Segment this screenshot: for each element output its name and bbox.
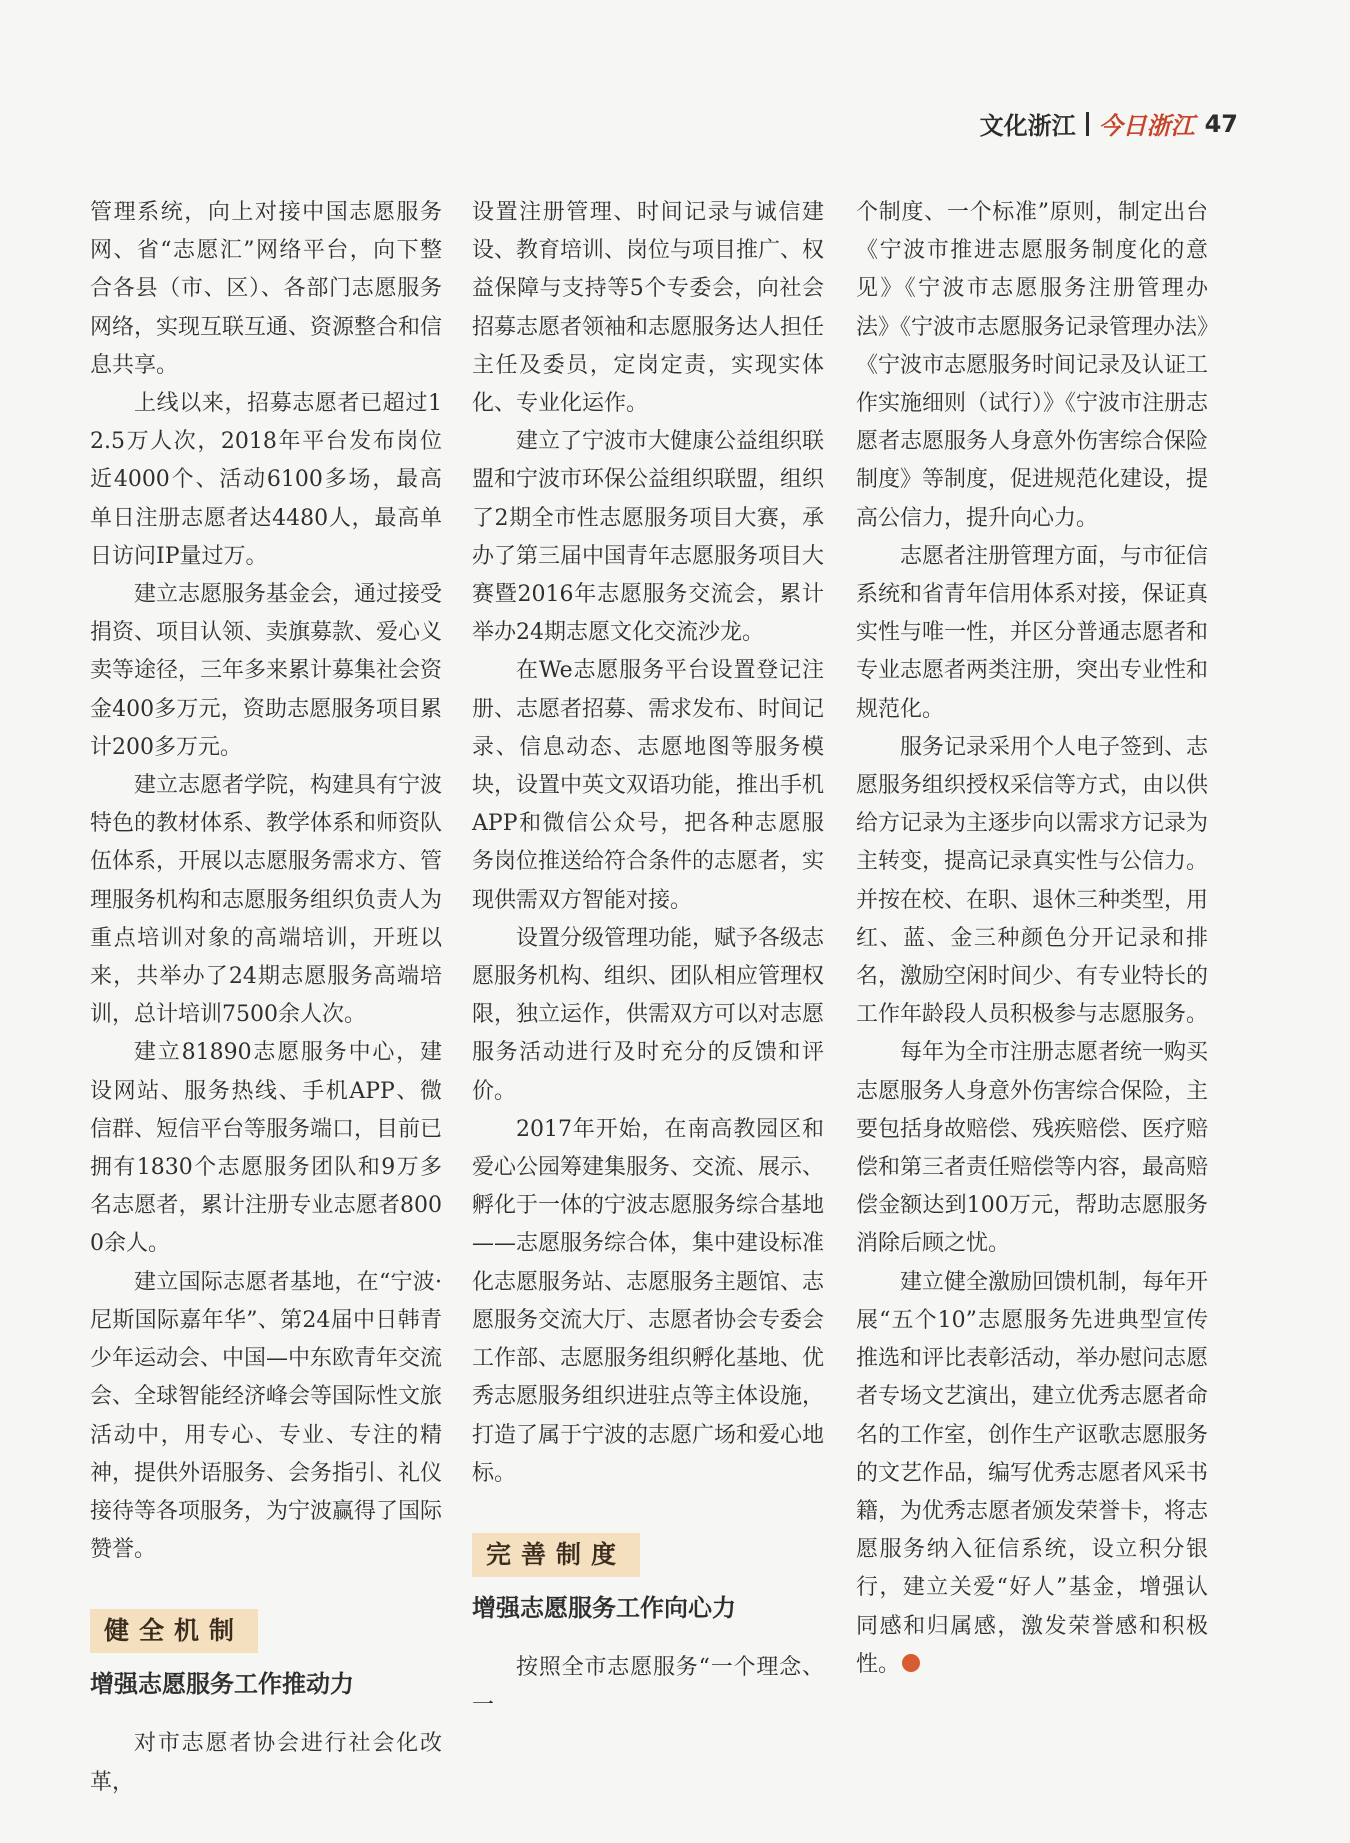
section-subheading: 增强志愿服务工作推动力 <box>90 1670 354 1699</box>
paragraph: 个制度、一个标准”原则，制定出台《宁波市推进志愿服务制度化的意见》《宁波市志愿服务注册管理办法》《宁波市志愿服务记录管理办法》《宁波市志愿服务时间记录及认证工作实施细则（试行）》《宁波市注册志愿者志愿服务人身意外伤害综合保险制度》等制度，促进规范化建设，提高公信力，提升向心力。 <box>856 200 1209 531</box>
paragraph: 建立国际志愿者基地，在“宁波·尼斯国际嘉年华”、第24届中日韩青少年运动会、中国—中东欧青年交流会、全球智能经济峰会等国际性文旅活动中，用专心、专业、专注的精神，提供外语服务、会务指引、礼仪接待等各项服务，为宁波赢得了国际赞誉。 <box>90 1269 443 1563</box>
paragraph: 每年为全市注册志愿者统一购买志愿服务人身意外伤害综合保险，主要包括身故赔偿、残疾赔偿、医疗赔偿和第三者责任赔偿等内容，最高赔偿金额达到100万元，帮助志愿服务消除后顾之忧。 <box>856 1040 1209 1257</box>
paragraph: 上线以来，招募志愿者已超过12.5万人次，2018年平台发布岗位近4000个、活动6100多场，最高单日注册志愿者达4480人，最高单日访问IP量过万。 <box>90 391 442 569</box>
section-heading-tag: 完善制度 <box>472 1533 640 1577</box>
paragraph: 设置分级管理功能，赋予各级志愿服务机构、组织、团队相应管理权限，独立运作，供需双方可以对志愿服务活动进行及时充分的反馈和评价。 <box>472 925 825 1104</box>
end-mark-icon <box>902 1654 920 1672</box>
paragraph: 管理系统，向上对接中国志愿服务网、省“志愿汇”网络平台，向下整合各县（市、区）、各部门志愿服务网络，实现互联互通、资源整合和信息共享。 <box>90 200 443 378</box>
section-heading-tag: 健全机制 <box>90 1609 258 1653</box>
paragraph: 服务记录采用个人电子签到、志愿服务组织授权采信等方式，由以供给方记录为主逐步向以需求方记录为主转变，提高记录真实性与公信力。并按在校、在职、退休三种类型，用红、蓝、金三种颜色分开记录和排名，激励空闲时间少、有专业特长的工作年龄段人员积极参与志愿服务。 <box>856 734 1209 1028</box>
paragraph: 建立81890志愿服务中心，建设网站、服务热线、手机APP、微信群、短信平台等服务端口，目前已拥有1830个志愿服务团队和9万多名志愿者，累计注册专业志愿者8000余人。 <box>90 1040 443 1257</box>
section-name: 文化浙江 <box>979 112 1076 140</box>
paragraph: 设置注册管理、时间记录与诚信建设、教育培训、岗位与项目推广、权益保障与支持等5个专委会，向社会招募志愿者领袖和志愿服务达人担任主任及委员，定岗定责，实现实体化、专业化运作。 <box>472 200 825 417</box>
paragraph: 建立了宁波市大健康公益组织联盟和宁波市环保公益组织联盟，组织了2期全市性志愿服务项目大赛，承办了第三届中国青年志愿服务项目大赛暨2016年志愿服务交流会，累计举办24期志愿文化交流沙龙。 <box>472 429 825 646</box>
paragraph: 2017年开始，在南高教园区和爱心公园筹建集服务、交流、展示、孵化于一体的宁波志愿服务综合基地——志愿服务综合体，集中建设标准化志愿服务站、志愿服务主题馆、志愿服务交流大厅、志愿者协会专委会工作部、志愿服务组织孵化基地、优秀志愿服务组织进驻点等主体设施，打造了属于宁波的志愿广场和爱心地标。 <box>472 1116 825 1486</box>
paragraph-final-text: 建立健全激励回馈机制，每年开展“五个10”志愿服务先进典型宣传推选和评比表彰活动，举办慰问志愿者专场文艺演出，建立优秀志愿者命名的工作室，创作生产讴歌志愿服务的文艺作品，编写优秀志愿者风采书籍，为优秀志愿者颁发荣誉卡，将志愿服务纳入征信系统，设立积分银行，建立关爱“好人”基金，增强认同感和归属感，激发荣誉感和积极性。 <box>856 1269 1209 1677</box>
page-header <box>980 106 1238 141</box>
paragraph: 按照全市志愿服务“一个理念、一 <box>472 1654 824 1719</box>
brand-logo: 今日浙江 <box>1098 112 1195 140</box>
paragraph-final <box>856 1264 1208 1684</box>
article-column-1 <box>90 194 442 1802</box>
paragraph: 在We志愿服务平台设置登记注册、志愿者招募、需求发布、时间记录、信息动态、志愿地图等服务模块，设置中英文双语功能，推出手机APP和微信公众号，把各种志愿服务岗位推送给符合条件的志愿者，实现供需双方智能对接。 <box>472 658 825 913</box>
paragraph: 志愿者注册管理方面，与市征信系统和省青年信用体系对接，保证真实性与唯一性，并区分普通志愿者和专业志愿者两类注册，突出专业性和规范化。 <box>856 543 1209 722</box>
article-column-3 <box>856 194 1208 1684</box>
paragraph: 建立志愿者学院，构建具有宁波特色的教材体系、教学体系和师资队伍体系，开展以志愿服务需求方、管理服务机构和志愿服务组织负责人为重点培训对象的高端培训，开班以来，共举办了24期志愿服务高端培训，总计培训7500余人次。 <box>90 773 443 1028</box>
paragraph: 建立志愿服务基金会，通过接受捐资、项目认领、卖旗募款、爱心义卖等途径，三年多来累计募集社会资金400多万元，资助志愿服务项目累计200多万元。 <box>90 582 443 760</box>
header-divider <box>1086 112 1089 136</box>
paragraph: 对市志愿者协会进行社会化改革， <box>90 1731 442 1795</box>
article-column-2 <box>472 194 824 1725</box>
section-subheading: 增强志愿服务工作向心力 <box>472 1593 736 1622</box>
page-number: 47 <box>1204 109 1238 138</box>
